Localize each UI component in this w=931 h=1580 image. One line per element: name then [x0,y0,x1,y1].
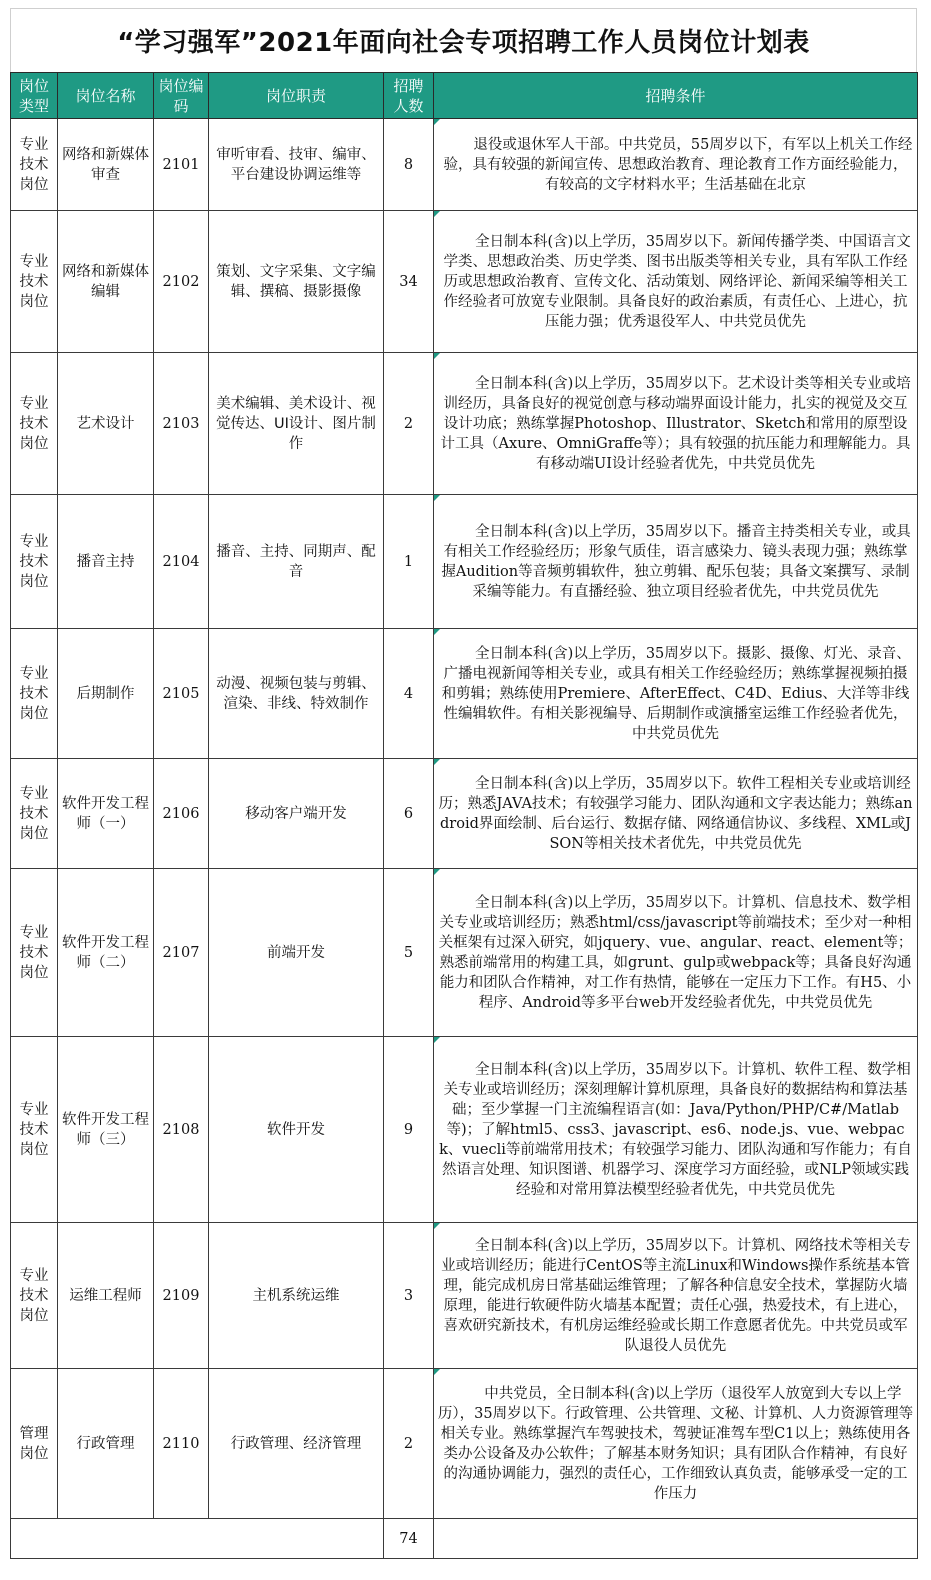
header-conditions: 招聘条件 [434,73,918,119]
table-row [11,759,918,869]
table-row [11,211,918,353]
cell-type: 专业技术岗位 [11,1223,58,1369]
cell-conditions [434,1369,918,1519]
table-row [11,1369,918,1519]
cell-conditions [434,869,918,1037]
total-label-cell [11,1519,384,1559]
cell-duty: 播音、主持、同期声、配音 [209,495,384,629]
cell-name: 网络和新媒体编辑 [58,211,154,353]
cell-code: 2101 [154,119,209,211]
cell-count: 8 [384,119,434,211]
cell-type: 专业技术岗位 [11,1037,58,1223]
cell-count: 1 [384,495,434,629]
page-title: “学习强军”2021年面向社会专项招聘工作人员岗位计划表 [10,8,917,72]
cell-code: 2104 [154,495,209,629]
cell-count: 2 [384,353,434,495]
cell-code: 2107 [154,869,209,1037]
cell-conditions [434,1223,918,1369]
conditions-text: 退役或退休军人干部。中共党员，55周岁以下，有军以上机关工作经验，具有较强的新闻宣传、思想政治教育、理论教育工作方面经验能力，有较高的文字材料水平；生活基础在北京 [443,136,913,193]
cell-duty: 主机系统运维 [209,1223,384,1369]
conditions-text: 全日制本科(含)以上学历，35周岁以下。新闻传播学类、中国语言文学类、思想政治类、历史学类、图书出版类等相关专业，具有军队工作经历或思想政治教育、宣传文化、活动策划、网络评论、新闻采编等相关工作经验者可放宽专业限制。具备良好的政治素质，有责任心、上进心，抗压能力强；优秀退役军人、中共党员优先 [443,233,911,330]
cell-type: 专业技术岗位 [11,869,58,1037]
cell-count: 6 [384,759,434,869]
cell-name: 播音主持 [58,495,154,629]
cell-count: 4 [384,629,434,759]
cell-name: 软件开发工程师（一） [58,759,154,869]
conditions-text: 全日制本科(含)以上学历，35周岁以下。计算机、网络技术等相关专业或培训经历；能进行CentOS等主流Linux和Windows操作系统基本管理，能完成机房日常基础运维管理；了解各种信息安全技术，掌握防火墙原理，能进行软硬件防火墙基本配置；责任心强，热爱技术，有上进心，喜欢研究新技术，有机房运维经验或长期工作意愿者优先。中共党员或军队退役人员优先 [441,1237,911,1354]
table-row [11,1223,918,1369]
cell-code: 2108 [154,1037,209,1223]
cell-conditions [434,353,918,495]
cell-name: 网络和新媒体审查 [58,119,154,211]
conditions-text: 全日制本科(含)以上学历，35周岁以下。播音主持类相关专业，或具有相关工作经验经历；形象气质佳，语言感染力、镜头表现力强；熟练掌握Audition等音频剪辑软件，独立剪辑、配乐包装；具备文案撰写、录制采编等能力。有直播经验、独立项目经验者优先，中共党员优先 [441,523,911,600]
cell-type: 管理岗位 [11,1369,58,1519]
cell-type: 专业技术岗位 [11,353,58,495]
header-code: 岗位编码 [154,73,209,119]
cell-count: 34 [384,211,434,353]
header-type: 岗位类型 [11,73,58,119]
table-row [11,353,918,495]
cell-duty: 策划、文字采集、文字编辑、撰稿、摄影摄像 [209,211,384,353]
cell-type: 专业技术岗位 [11,495,58,629]
cell-name: 软件开发工程师（三） [58,1037,154,1223]
conditions-text: 全日制本科(含)以上学历，35周岁以下。艺术设计类等相关专业或培训经历，具备良好的视觉创意与移动端界面设计能力，扎实的视觉及交互设计功底；熟练掌握Photoshop、Illustrator、Sketch和常用的原型设计工具（Axure、OmniGraffe等）；具有较强的抗压能力和理解能力。具有移动端UI设计经验者优先，中共党员优先 [440,375,911,472]
cell-count: 2 [384,1369,434,1519]
cell-name: 后期制作 [58,629,154,759]
table-row [11,629,918,759]
cell-code: 2110 [154,1369,209,1519]
header-count: 招聘人数 [384,73,434,119]
cell-conditions [434,759,918,869]
cell-conditions [434,495,918,629]
cell-duty: 审听审看、技审、编审、平台建设协调运维等 [209,119,384,211]
header-name: 岗位名称 [58,73,154,119]
recruitment-table [10,72,918,1559]
total-empty-cell [434,1519,918,1559]
header-duty: 岗位职责 [209,73,384,119]
cell-count: 9 [384,1037,434,1223]
header-row [11,73,918,119]
cell-type: 专业技术岗位 [11,629,58,759]
conditions-text: 全日制本科(含)以上学历，35周岁以下。计算机、软件工程、数学相关专业或培训经历；深刻理解计算机原理，具备良好的数据结构和算法基础；至少掌握一门主流编程语言(如：Java/Python/PHP/C#/Matlab等)；了解html5、css3、javascript、es6、node.js、vue、webpack、vuecli等前端常用技术；有较强学习能力、团队沟通和写作能力；有自然语言处理、知识图谱、机器学习、深度学习方面经验，或NLP领域实践经验和对常用算法模型经验者优先，中共党员优先 [439,1061,912,1198]
conditions-text: 全日制本科(含)以上学历，35周岁以下。摄影、摄像、灯光、录音、广播电视新闻等相关专业，或具有相关工作经验经历；熟练掌握视频拍摄和剪辑；熟练使用Premiere、AfterEffect、C4D、Edius、大洋等非线性编辑软件。有相关影视编导、后期制作或演播室运维工作经验者优先，中共党员优先 [441,645,911,742]
cell-type: 专业技术岗位 [11,759,58,869]
conditions-text: 全日制本科(含)以上学历，35周岁以下。计算机、信息技术、数学相关专业或培训经历；熟悉html/css/javascript等前端技术；至少对一种相关框架有过深入研究，如jquery、vue、angular、react、element等；熟悉前端常用的构建工具，如grunt、gulp或webpack等；具备良好沟通能力和团队合作精神，对工作有热情，能够在一定压力下工作。有H5、小程序、Android等多平台web开发经验者优先，中共党员优先 [438,894,913,1011]
cell-type: 专业技术岗位 [11,119,58,211]
cell-name: 运维工程师 [58,1223,154,1369]
cell-type: 专业技术岗位 [11,211,58,353]
total-row [11,1519,918,1559]
cell-code: 2106 [154,759,209,869]
total-count: 74 [384,1519,434,1559]
cell-code: 2109 [154,1223,209,1369]
cell-duty: 美术编辑、美术设计、视觉传达、UI设计、图片制作 [209,353,384,495]
cell-conditions [434,629,918,759]
cell-code: 2105 [154,629,209,759]
cell-duty: 软件开发 [209,1037,384,1223]
cell-duty: 移动客户端开发 [209,759,384,869]
table-row [11,1037,918,1223]
cell-code: 2102 [154,211,209,353]
table-row [11,119,918,211]
cell-name: 行政管理 [58,1369,154,1519]
cell-conditions [434,119,918,211]
cell-name: 艺术设计 [58,353,154,495]
cell-count: 3 [384,1223,434,1369]
table-row [11,869,918,1037]
cell-duty: 前端开发 [209,869,384,1037]
conditions-text: 全日制本科(含)以上学历，35周岁以下。软件工程相关专业或培训经历；熟悉JAVA技术；有较强学习能力、团队沟通和文字表达能力；熟练android界面绘制、后台运行、数据存储、网络通信协议、多线程、XML或JSON等相关技术者优先，中共党员优先 [438,775,913,852]
cell-name: 软件开发工程师（二） [58,869,154,1037]
cell-duty: 行政管理、经济管理 [209,1369,384,1519]
cell-duty: 动漫、视频包装与剪辑、渲染、非线、特效制作 [209,629,384,759]
cell-code: 2103 [154,353,209,495]
cell-conditions [434,1037,918,1223]
cell-conditions [434,211,918,353]
cell-count: 5 [384,869,434,1037]
table-row [11,495,918,629]
conditions-text: 中共党员，全日制本科(含)以上学历（退役军人放宽到大专以上学历），35周岁以下。行政管理、公共管理、文秘、计算机、人力资源管理等相关专业。熟练掌握汽车驾驶技术，驾驶证准驾车型C1以上；熟练使用各类办公设备及办公软件；了解基本财务知识；具有团队合作精神，有良好的沟通协调能力，强烈的责任心，工作细致认真负责，能够承受一定的工作压力 [437,1385,914,1502]
